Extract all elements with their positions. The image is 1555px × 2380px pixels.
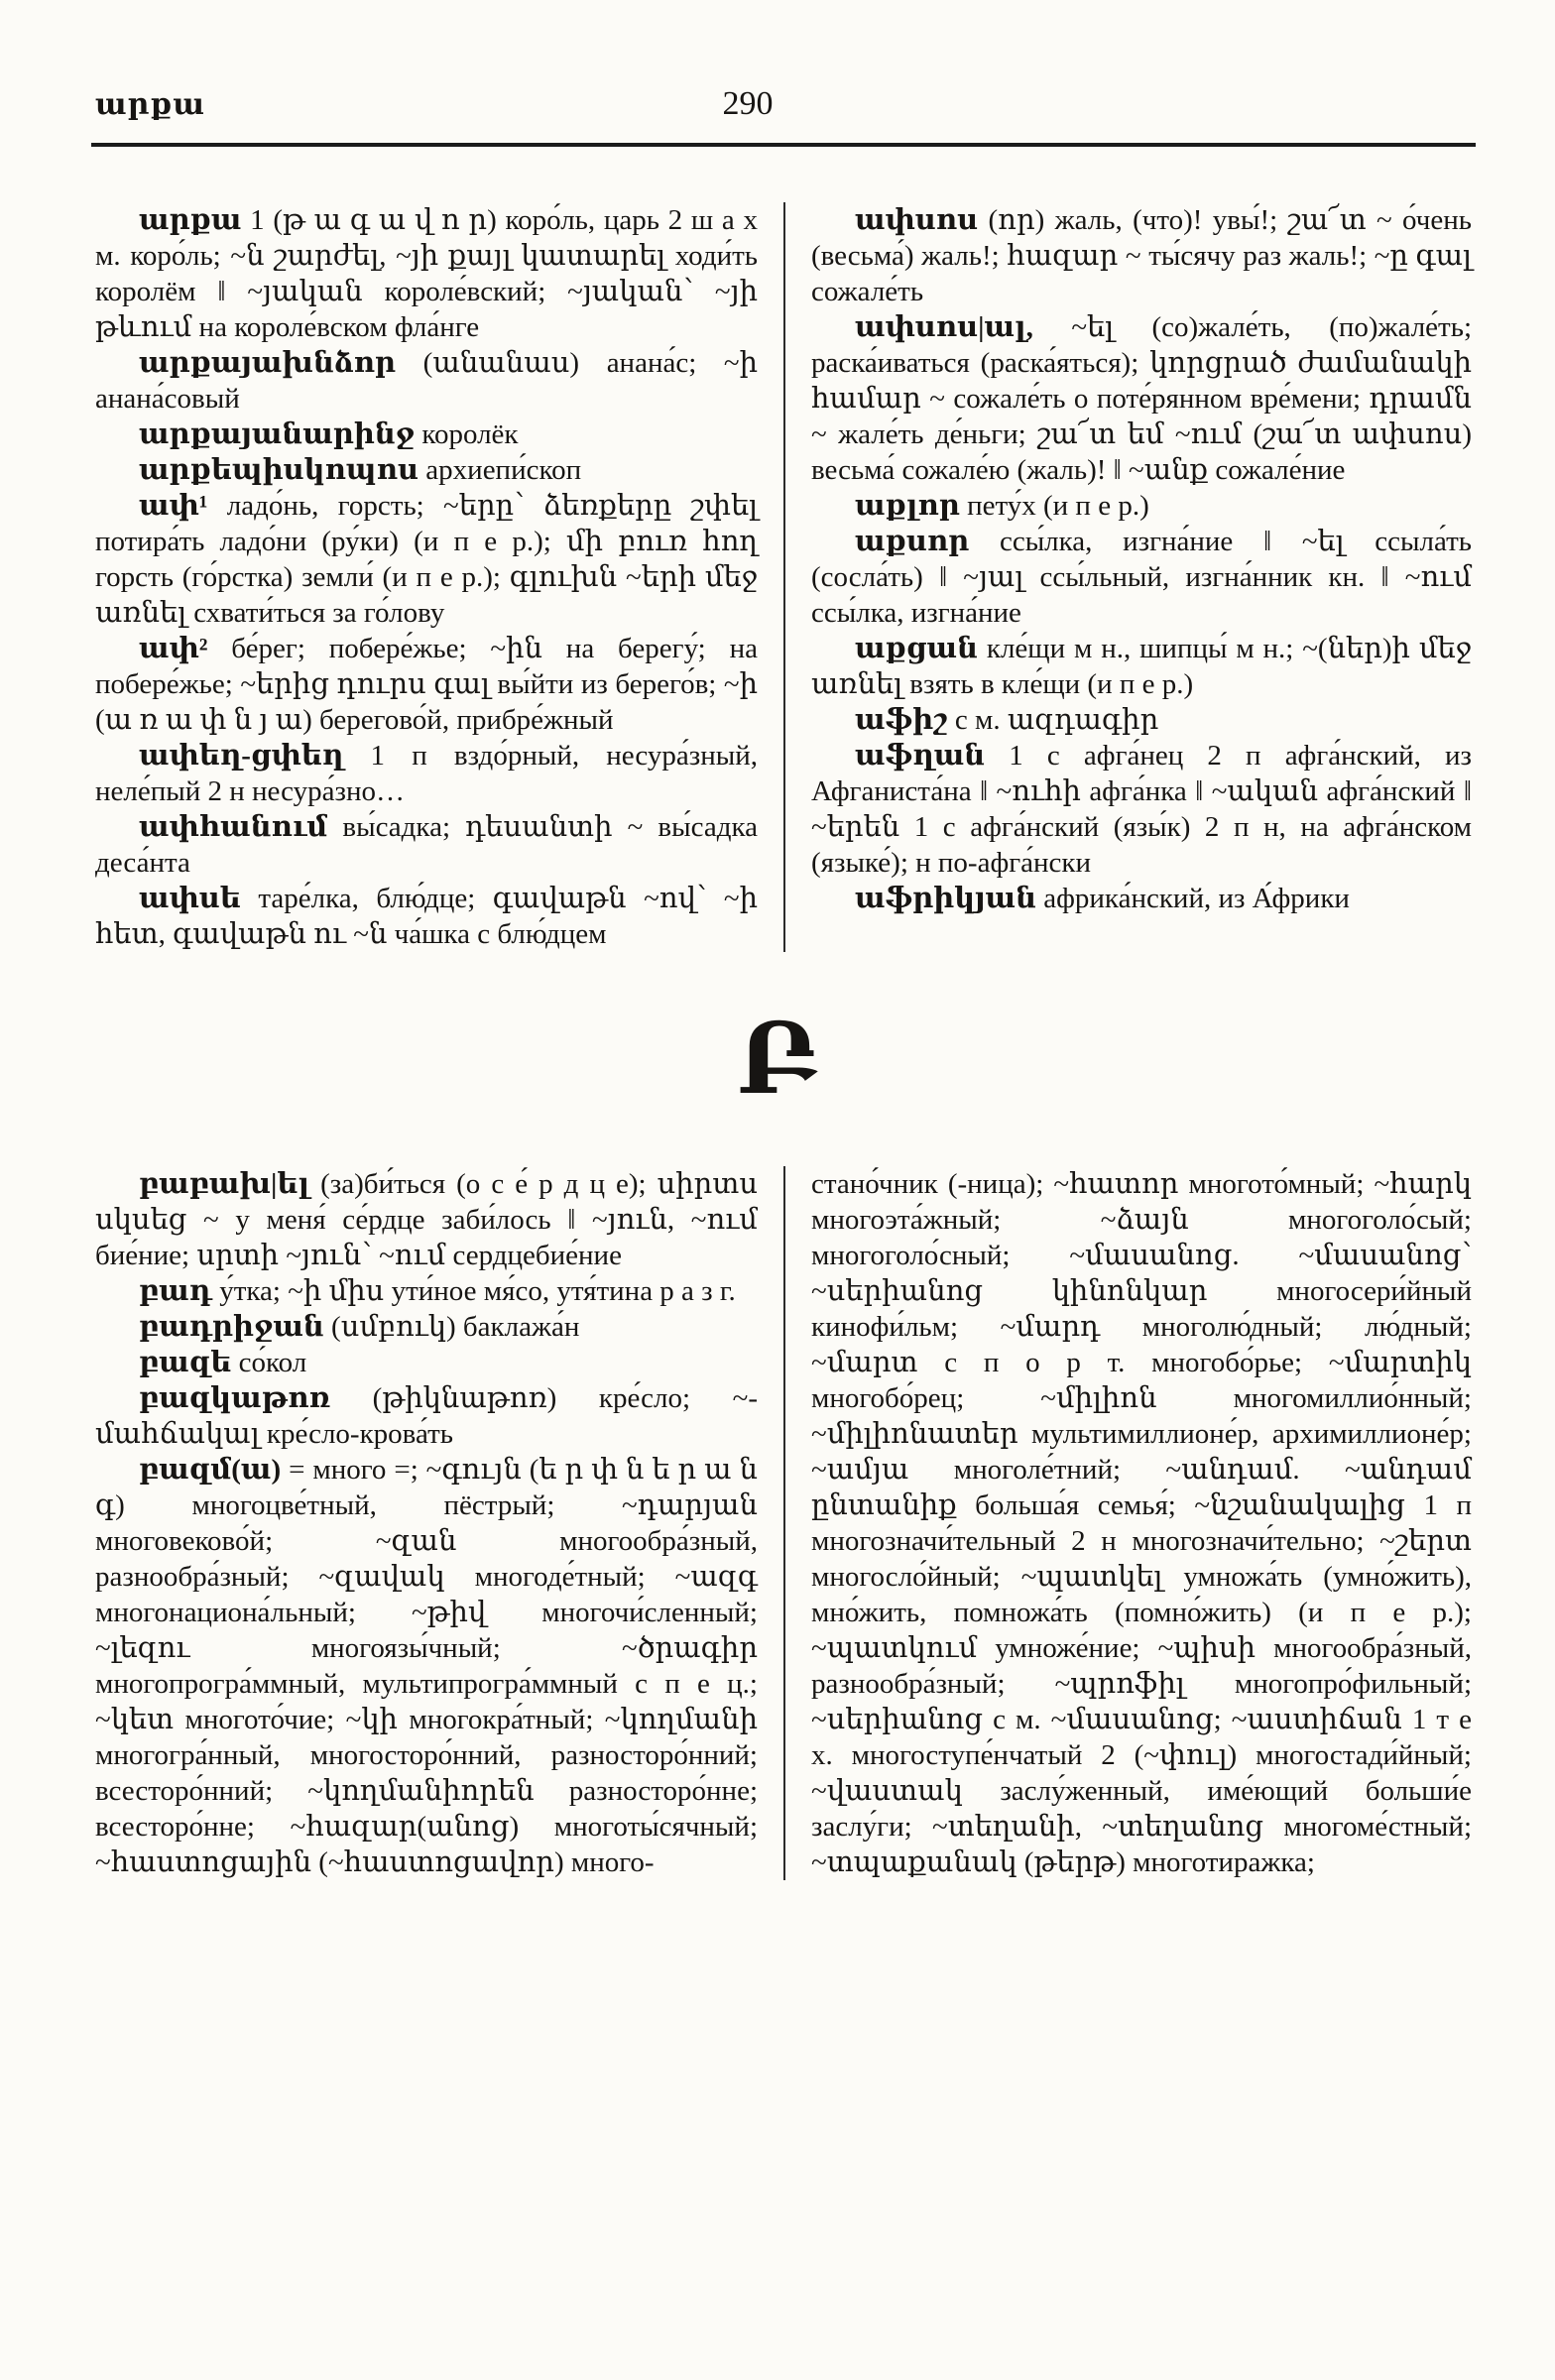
upper-section (95, 202, 1472, 952)
entry-headword: աֆղան (855, 740, 986, 772)
entry-text: бе́рег; побере́жье; ~ին на берегу́; на побере́жье; ~երից դուրս գալ вы́йти из берего́в; ~ի (ա ռ ա փ ն յ ա) берегово́й, прибре́жный (95, 633, 758, 736)
entry-headword: աֆրիկյան (855, 883, 1036, 914)
entry-text: ссы́лка, изгна́ние ‖ ~ել ссыла́ть (сосла́ть) ‖ ~յալ ссы́льный, изгна́нник кн. ‖ ~ում ссы́лка, изгна́ние (811, 526, 1472, 629)
page-number: 290 (722, 85, 774, 122)
entry-text: ладо́нь, горсть; ~երը՝ ձեռքերը շփել потира́ть ладо́ни (ру́ки) (и п е р.); մի բուռ հող горсть (го́рстка) земли́ (и п е р.); գլուխն ~երի մեջ առնել схвати́ться за го́лову (95, 490, 758, 629)
dictionary-entry (811, 524, 1472, 631)
dictionary-entry (95, 881, 758, 952)
entry-text: 1 с афга́нец 2 п афга́нский, из Афганиста́на ‖ ~ուհի афга́нка ‖ ~ական афга́нский ‖ ~երեն 1 с афга́нский (язы́к) 2 п н, на афга́нском (языке́); н по-афга́нски (811, 740, 1472, 879)
dictionary-entry (95, 345, 758, 416)
dictionary-entry (95, 631, 758, 738)
dictionary-entry (811, 738, 1472, 881)
entry-headword: բազմ(ա) (139, 1454, 282, 1486)
entry-text: 1 (թ ա գ ա վ ո ր) коро́ль, царь 2 ш а х м. коро́ль; ~ն շարժել, ~յի քայլ կատարել ходи́ть королём ‖ ~յական короле́вский; ~յական՝ ~յի թևում на короле́вском фла́нге (95, 204, 758, 343)
header-rule (91, 143, 1476, 147)
dictionary-entry (811, 881, 1472, 916)
dictionary-entry (95, 1273, 758, 1309)
entry-text: у́тка; ~ի միս ути́ное мя́со, утя́тина р а з г. (211, 1275, 736, 1307)
entry-headword: աքցան (855, 633, 978, 664)
lower-right-column (783, 1166, 1472, 1880)
entry-headword: ափ¹ (139, 490, 208, 522)
entry-text: 1 п вздо́рный, несура́зный, неле́пый 2 н несура́зно… (95, 740, 758, 807)
entry-headword: ափհանում (139, 811, 328, 843)
upper-right-column (783, 202, 1472, 952)
entry-text: со́кол (231, 1347, 307, 1378)
entry-headword: աֆիշ (855, 704, 948, 736)
lower-left-column (95, 1166, 783, 1880)
entry-text: вы́садка; դեսանտի ~ вы́садка деса́нта (95, 811, 758, 879)
dictionary-entry (95, 1166, 758, 1273)
entry-text: королёк (415, 418, 519, 450)
entry-headword: բաբախ|ել (139, 1168, 310, 1200)
dictionary-entry (811, 488, 1472, 524)
entry-headword: աքսոր (855, 526, 970, 557)
dictionary-entry (95, 1380, 758, 1452)
dictionary-entry (95, 1452, 758, 1880)
entry-headword: բազկաթոռ (139, 1382, 331, 1414)
header-catchword: արքա (95, 88, 206, 121)
dictionary-entry (811, 702, 1472, 738)
entry-text: африка́нский, из А́фрики (1035, 883, 1350, 914)
upper-left-column (95, 202, 783, 952)
entry-headword: բազե (139, 1347, 232, 1378)
entry-text: (թիկնաթոռ) кре́сло; ~-մահճակալ кре́сло-крова́ть (95, 1382, 758, 1450)
entry-headword: արքայանարինջ (139, 418, 416, 450)
entry-text: = много =; ~գույն (ե ր փ ն ե ր ա ն գ) многоцве́тный, пёстрый; ~դարյան многовеково́й; ~զան многообра́зный, разнообра́зный; ~զավակ многоде́тный; ~ազգ многонациона́льный; ~թիվ многочи́сленный; ~լեզու многоязы́чный; ~ծրագիր многопрогра́ммный, мультипрогра́ммный с п е ц.; ~կետ многото́чие; ~կի многокра́тный; ~կողմանի многогра́нный, многосторо́нний, разносторо́нний; всесторо́нний; ~կողմանիորեն разносторо́нне; всесторо́нне; ~հազար(անոց) многоты́сячный; ~հաստոցային (~հաստոցավոր) много- (95, 1454, 758, 1878)
entry-headword: աքլոր (855, 490, 960, 522)
dictionary-entry (95, 1309, 758, 1345)
entry-text: кле́щи м н., шипцы́ м н.; ~(ներ)ի մեջ առնել взять в кле́щи (и п е р.) (811, 633, 1472, 700)
dictionary-entry (811, 202, 1472, 309)
section-letter: Բ (737, 1008, 818, 1115)
dictionary-entry (95, 416, 758, 452)
dictionary-entry-continuation (811, 1166, 1472, 1880)
entry-text: (за)би́ться (о с е́ р д ц е); սիրտս սկսեց ~ у меня́ се́рдце заби́лось ‖ ~յուն, ~ում бие́ние; սրտի ~յուն՝ ~ում сердцебие́ние (95, 1168, 758, 1271)
entry-headword: արքայախնձոր (139, 347, 397, 379)
entry-headword: ափեղ-ցփեղ (139, 740, 344, 772)
entry-headword: բադրիջան (139, 1311, 324, 1343)
dictionary-entry (95, 488, 758, 631)
dictionary-entry (95, 738, 758, 809)
entry-text: таре́лка, блю́дце; գավաթն ~ով՝ ~ի հետ, գավաթն ու ~ն ча́шка с блю́дцем (95, 883, 758, 950)
entry-headword: ափսոս|ալ, (855, 311, 1033, 343)
entry-text: архиепи́скоп (419, 454, 582, 486)
entry-headword: բադ (139, 1275, 212, 1307)
entry-text: (որ) жаль, (что)! увы́!; շա՜տ ~ о́чень (весьма́) жаль!; հազար ~ ты́сячу раз жаль!; ~ը գալ сожале́ть (811, 204, 1472, 307)
entry-headword: ափսոս (855, 204, 979, 236)
dictionary-entry (95, 809, 758, 881)
dictionary-entry (95, 452, 758, 488)
dictionary-entry (811, 309, 1472, 488)
dictionary-entry (95, 1345, 758, 1380)
lower-section (95, 1166, 1472, 1880)
entry-text: стано́чник (-ница); ~հատոր многото́мный; ~հարկ многоэта́жный; ~ձայն многоголо́сый; многоголо́сный; ~մասանոց. ~մասանոց՝ ~սերիանոց կինոնկար многосери́йный кинофи́льм; ~մարդ многолю́дный; лю́дный; ~մարտ с п о р т. многобо́рье; ~մարտիկ многобо́рец; ~միլիոն многомиллио́нный; ~միլիոնատեր мультимиллионе́р, архимиллионе́р; ~ամյա многоле́тний; ~անդամ. ~անդամ ընտանիք больша́я семья́; ~նշանակալից 1 п многозначи́тельный 2 н многозначи́тельно; ~շերտ многосло́йный; ~պատկել умножа́ть (умно́жить), мно́жить, помножа́ть (помно́жить) (и п е р.); ~պատկում умноже́ние; ~պիսի многообра́зный, разнообра́зный; ~պրոֆիլ многопро́фильный; ~սերիանոց с м. ~մասանոց; ~աստիճան 1 т е х. многоступе́нчатый 2 (~փուլ) многостади́йный; ~վաստակ заслу́женный, име́ющий больши́е заслу́ги; ~տեղանի, ~տեղանոց многоме́стный; ~տպաքանակ (թերթ) многотиражка; (811, 1168, 1472, 1878)
entry-headword: ափսե (139, 883, 241, 914)
entry-text: (սմբուկ) баклажа́н (323, 1311, 580, 1343)
entry-headword: ափ² (139, 633, 208, 664)
dictionary-entry (811, 631, 1472, 702)
entry-text: ~ել (со)жале́ть, (по)жале́ть; раска́иваться (раска́яться); կորցրած ժամանակի համար ~ сожале́ть о поте́рянном вре́мени; դրամն ~ жале́ть де́ньги; շա՜տ եմ ~ում (շա՜տ ափսոս) весьма́ сожале́ю (жаль)! ‖ ~անք сожале́ние (811, 311, 1472, 486)
entry-headword: արքեպիսկոպոս (139, 454, 419, 486)
entry-headword: արքա (139, 204, 242, 236)
entry-text: (անանաս) анана́с; ~ի анана́совый (95, 347, 758, 415)
page-header (0, 85, 1555, 127)
dictionary-entry (95, 202, 758, 345)
entry-text: пету́х (и п е р.) (959, 490, 1149, 522)
entry-text: с м. ազդագիր (947, 704, 1159, 736)
